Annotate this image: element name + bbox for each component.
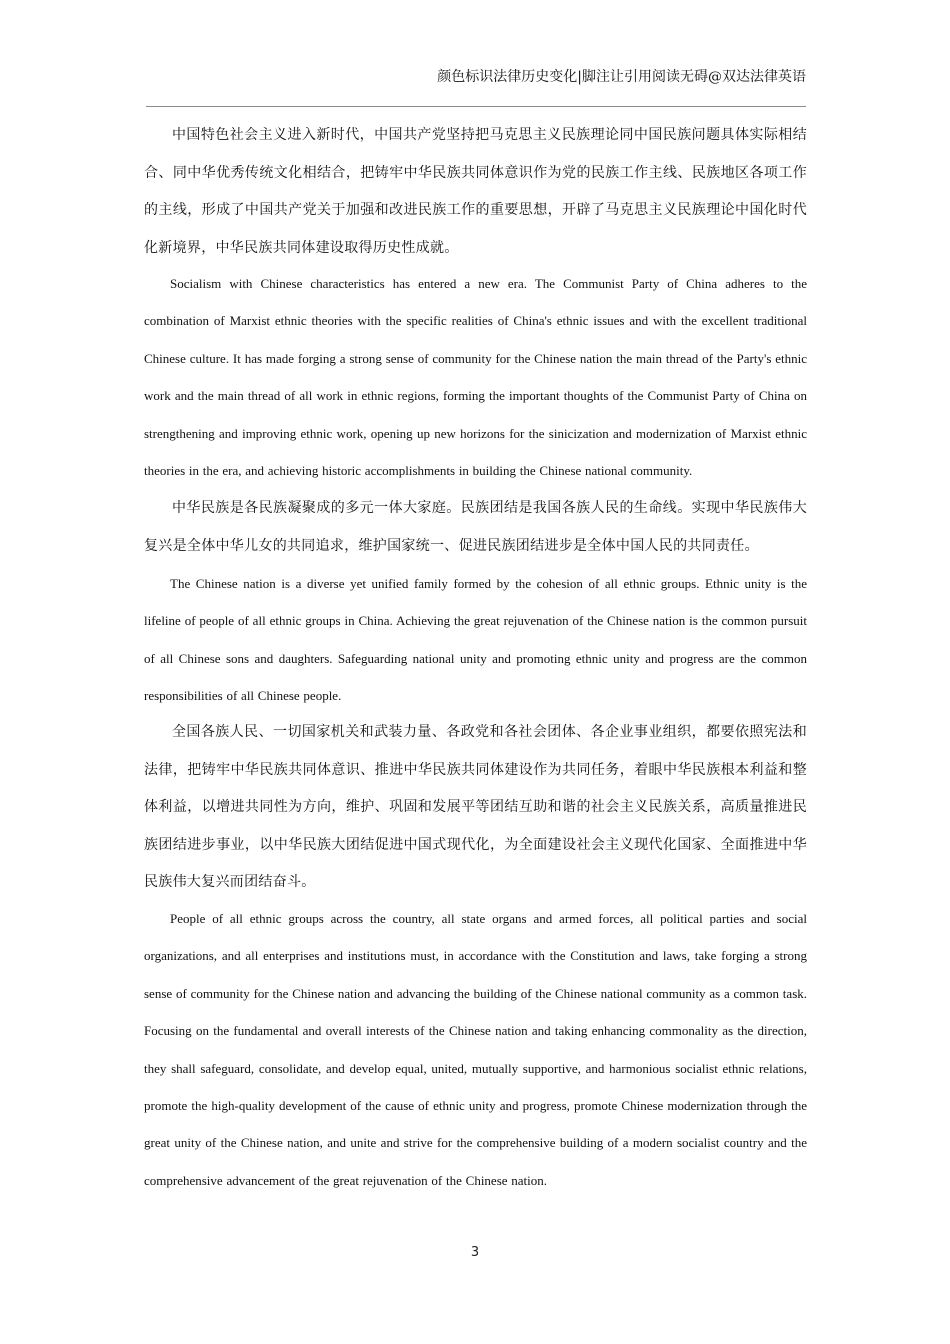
paragraph-zh-1: 中国特色社会主义进入新时代，中国共产党坚持把马克思主义民族理论同中国民族问题具体实际相结合、同中华优秀传统文化相结合，把铸牢中华民族共同体意识作为党的民族工作主线、民族地区各项工作的主线，形成了中国共产党关于加强和改进民族工作的重要思想，开辟了马克思主义民族理论中国化时代化新境界，中华民族共同体建设取得历史性成就。 [144,127,807,256]
paragraph-en-1: Socialism with Chinese characteristics has entered a new era. The Communist Party of China adheres to the combination of Marxist ethnic theories with the specific realities of China's ethnic issues and with the excellent traditional Chinese culture. It has made forging a strong sense of community for the Chinese nation the main thread of the Party's ethnic work and the main thread of all work in ethnic regions, forming the important thoughts of the Communist Party of China on strengthening and improving ethnic work, opening up new horizons for the sinicization and modernization of Marxist ethnic theories in the era, and achieving historic accomplishments in building the Chinese national community. [144,276,807,479]
page-number: 3 [470,1245,480,1260]
paragraph-zh-2: 中华民族是各民族凝聚成的多元一体大家庭。民族团结是我国各族人民的生命线。实现中华民族伟大复兴是全体中华儿女的共同追求，维护国家统一、促进民族团结进步是全体中国人民的共同责任。 [144,500,807,554]
paragraph-en-2: The Chinese nation is a diverse yet unified family formed by the cohesion of all ethnic groups. Ethnic unity is the lifeline of people of all ethnic groups in China. Achieving the great rejuvenation of the Chinese nation is the common pursuit of all Chinese sons and daughters. Safeguarding national unity and promoting ethnic unity and progress are the common responsibilities of all Chinese people. [144,576,807,704]
running-header: 颜色标识法律历史变化|脚注让引用阅读无碍@双达法律英语 [437,69,806,85]
paragraph-zh-3: 全国各族人民、一切国家机关和武装力量、各政党和各社会团体、各企业事业组织，都要依照宪法和法律，把铸牢中华民族共同体意识、推进中华民族共同体建设作为共同任务，着眼中华民族根本利益和整体利益，以增进共同性为方向，维护、巩固和发展平等团结互助和谐的社会主义民族关系，高质量推进民族团结进步事业，以中华民族大团结促进中国式现代化，为全面建设社会主义现代化国家、全面推进中华民族伟大复兴而团结奋斗。 [144,724,807,890]
paragraph-en-3: People of all ethnic groups across the country, all state organs and armed forces, all political parties and social organizations, and all enterprises and institutions must, in accordance with the Constitution and laws, take forging a strong sense of community for the Chinese nation and advancing the building of the Chinese national community as a common task. Focusing on the fundamental and overall interests of the Chinese nation and taking enhancing commonality as the direction, they shall safeguard, consolidate, and develop equal, united, mutually supportive, and harmonious socialist ethnic relations, promote the high-quality development of the cause of ethnic unity and progress, promote Chinese modernization through the great unity of the Chinese nation, and unite and strive for the comprehensive building of a modern socialist country and the comprehensive advancement of the great rejuvenation of the Chinese nation. [144,911,807,1188]
header-divider [146,106,806,107]
